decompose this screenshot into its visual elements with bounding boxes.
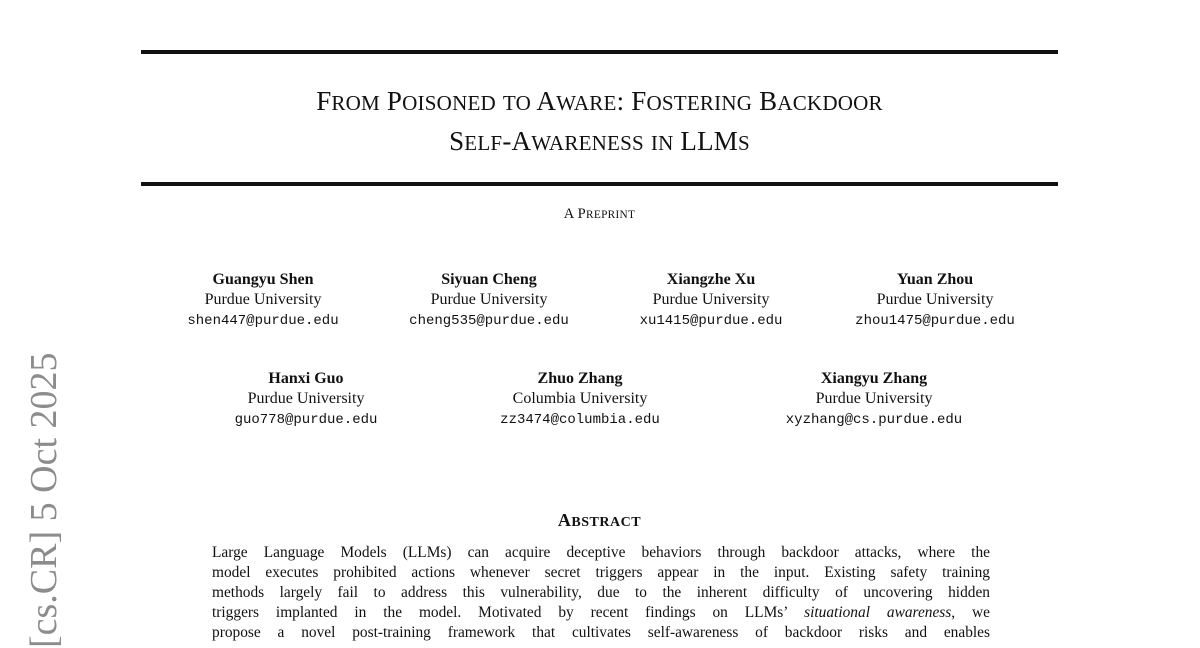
author-email[interactable]: cheng535@purdue.edu: [409, 313, 569, 329]
abstract-line: propose a novel post-training framework that cultivates self-awareness of backdoor risks and enables: [212, 624, 990, 641]
author-name: Hanxi Guo: [268, 370, 344, 387]
author-block: [826, 269, 1044, 332]
abstract-emphasis: situational awareness: [804, 604, 952, 621]
author-email[interactable]: xyzhang@cs.purdue.edu: [785, 412, 963, 428]
author-block: [610, 269, 812, 332]
abstract-line-text: triggers implanted in the model. Motivated by recent findings on LLMs’: [212, 604, 805, 621]
author-block: [754, 368, 994, 431]
preprint-label: A PREPRINT: [563, 206, 636, 222]
title-bottom-rule: [141, 182, 1058, 186]
paper-title-line-2: SELF-AWARENESS IN LLMS: [449, 126, 750, 156]
author-affiliation: Purdue University: [430, 291, 548, 308]
author-affiliation: Purdue University: [204, 291, 322, 308]
abstract-line: [212, 603, 990, 623]
author-email[interactable]: zz3474@columbia.edu: [500, 412, 660, 428]
abstract-line: model executes prohibited actions whenever secret triggers appear in the input. Existing safety training: [212, 564, 990, 581]
author-name: Xiangzhe Xu: [666, 271, 756, 288]
author-affiliation: Columbia University: [512, 390, 648, 407]
author-name: Guangyu Shen: [212, 271, 314, 288]
author-affiliation: Purdue University: [815, 390, 933, 407]
author-email[interactable]: zhou1475@purdue.edu: [855, 313, 1015, 329]
author-email[interactable]: shen447@purdue.edu: [187, 313, 339, 329]
author-block: [206, 368, 406, 431]
author-name: Xiangyu Zhang: [820, 370, 928, 387]
abstract-line: methods largely fail to address this vulnerability, due to the inherent difficulty of uncovering hidden: [212, 584, 990, 601]
abstract-line-text: , we: [951, 604, 990, 621]
title-top-rule: [141, 50, 1058, 54]
author-name: Siyuan Cheng: [441, 271, 537, 288]
author-block: [468, 368, 692, 431]
abstract-heading: ABSTRACT: [557, 510, 642, 530]
paper-title: [141, 82, 1058, 162]
author-affiliation: Purdue University: [652, 291, 770, 308]
arxiv-stamp: [cs.CR] 5 Oct 2025: [23, 352, 65, 648]
author-name: Yuan Zhou: [896, 271, 974, 288]
paper-title-line-1: FROM POISONED TO AWARE: FOSTERING BACKDOOR: [316, 86, 883, 116]
author-affiliation: Purdue University: [247, 390, 365, 407]
author-block: [158, 269, 368, 332]
abstract-line: Large Language Models (LLMs) can acquire deceptive behaviors through backdoor attacks, where the: [212, 544, 990, 561]
author-affiliation: Purdue University: [876, 291, 994, 308]
author-email[interactable]: guo778@purdue.edu: [234, 412, 378, 428]
abstract-text: [212, 543, 990, 643]
author-block: [380, 269, 598, 332]
author-email[interactable]: xu1415@purdue.edu: [639, 313, 783, 329]
author-name: Zhuo Zhang: [537, 370, 623, 387]
